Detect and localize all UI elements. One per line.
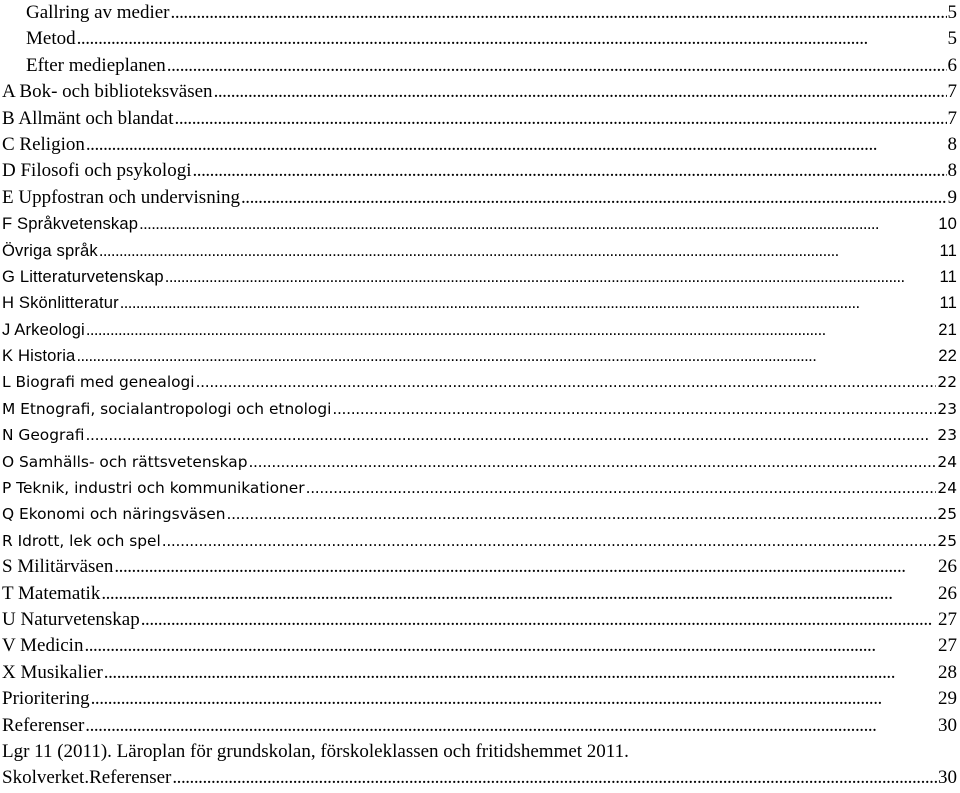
toc-entry[interactable] [2,369,957,395]
toc-entry-label: V Medicin [2,635,84,657]
toc-entry[interactable] [2,0,957,26]
toc-leader-dots [86,132,947,158]
toc-entry-page: 11 [939,266,957,286]
toc-entry[interactable] [2,422,957,448]
toc-entry[interactable] [2,79,957,105]
toc-entry-page: 26 [938,556,957,578]
toc-entry-label: D Filosofi och psykologi [2,160,192,182]
toc-entry-page: 11 [939,293,957,313]
toc-leader-dots [192,158,946,184]
toc-entry-page: 23 [937,399,957,418]
table-of-contents [2,0,957,792]
toc-entry[interactable] [2,713,957,739]
toc-entry[interactable] [2,686,957,712]
toc-entry[interactable] [2,264,957,290]
toc-entry-label: P Teknik, industri och kommunikationer [2,479,305,498]
toc-leader-dots [165,264,939,290]
toc-entry-label: N Geografi [2,426,85,445]
toc-entry-page: 5 [947,2,957,23]
toc-leader-dots [141,607,937,633]
toc-entry-label: Gallring av medier [26,2,170,23]
toc-leader-dots [76,343,937,369]
toc-entry-label: G Litteraturvetenskap [2,266,164,286]
toc-leader-dots [77,26,947,52]
toc-entry-page: 25 [937,505,957,524]
toc-entry-page: 6 [947,54,957,76]
toc-entry-label: Q Ekonomi och näringsväsen [2,505,226,524]
toc-leader-dots [196,369,937,395]
toc-entry-page: 27 [938,608,957,630]
toc-entry-page: 11 [939,240,957,260]
toc-entry-label: Övriga språk [2,240,98,260]
toc-entry-page: 8 [947,133,957,155]
toc-entry-label: U Naturvetenskap [2,608,140,630]
toc-entry-label: S Militärväsen [2,556,114,578]
toc-entry[interactable] [2,290,957,316]
toc-entry-page: 7 [947,81,957,103]
toc-entry-label: H Skönlitteratur [2,293,119,313]
toc-entry[interactable] [2,765,957,791]
toc-entry-page: 23 [937,426,957,445]
toc-entry[interactable] [2,26,957,52]
toc-entry-page: 24 [937,479,957,498]
toc-leader-dots [86,317,937,343]
toc-entry[interactable] [2,528,957,554]
toc-entry-label: Skolverket.Referenser [2,767,172,789]
toc-entry[interactable] [2,343,957,369]
toc-entry[interactable] [2,132,957,158]
toc-entry[interactable] [2,607,957,633]
toc-entry-label: Referenser [2,714,85,736]
toc-entry-page: 29 [938,688,957,710]
toc-entry-label: X Musikalier [2,661,103,683]
toc-entry[interactable] [2,317,957,343]
toc-entry-page: 5 [947,28,957,50]
toc-entry-page: 25 [937,531,957,550]
toc-entry[interactable] [2,554,957,580]
toc-entry-label: O Samhälls- och rättsvetenskap [2,452,248,471]
toc-entry-page: 22 [937,373,957,392]
toc-entry-page: 8 [947,160,957,182]
toc-entry-label: B Allmänt och blandat [2,107,174,129]
toc-entry[interactable] [2,501,957,527]
toc-leader-dots [139,211,937,237]
toc-entry-label: E Uppfostran och undervisning [2,186,240,208]
toc-entry-page: 28 [938,661,957,683]
toc-leader-dots [214,79,947,105]
toc-leader-dots [241,185,947,211]
toc-entry-label: Metod [26,28,76,50]
toc-leader-dots [84,633,937,659]
toc-entry-label: C Religion [2,133,85,155]
toc-leader-dots [248,449,936,475]
toc-entry-label: F Språkvetenskap [2,214,139,234]
toc-leader-dots [91,686,937,712]
toc-leader-dots [101,581,937,607]
toc-entry[interactable] [2,238,957,264]
toc-entry-label: L Biografi med genealogi [2,373,195,392]
toc-entry-page: 27 [938,635,957,657]
toc-leader-dots [120,290,939,316]
toc-entry-label: A Bok- och biblioteksväsen [2,81,213,103]
toc-entry[interactable] [2,185,957,211]
toc-entry-page: 22 [938,346,957,366]
toc-entry-page: 24 [937,452,957,471]
toc-entry[interactable] [2,475,957,501]
toc-entry[interactable] [2,581,957,607]
toc-entry-label: Prioritering [2,688,90,710]
toc-entry-label: R Idrott, lek och spel [2,531,161,550]
toc-entry[interactable] [2,158,957,184]
toc-entry-label: Efter medieplanen [26,54,166,76]
toc-leader-dots [167,53,947,79]
toc-entry-page: 10 [938,214,957,234]
toc-entry-page: 21 [938,319,957,339]
toc-leader-dots [306,475,937,501]
toc-entry[interactable] [2,449,957,475]
toc-leader-dots [226,501,936,527]
toc-entry[interactable] [2,633,957,659]
toc-entry-label: T Matematik [2,582,101,604]
toc-leader-dots [332,396,936,422]
toc-leader-dots [114,554,937,580]
toc-entry[interactable] [2,106,957,132]
toc-entry-label: M Etnografi, socialantropologi och etnologi [2,399,332,418]
toc-entry[interactable] [2,53,957,79]
toc-leader-dots [172,765,937,791]
toc-entry-page: 26 [938,582,957,604]
toc-entry[interactable] [2,396,957,422]
toc-entries [2,0,957,739]
toc-entry[interactable] [2,211,957,237]
toc-leader-dots [99,238,939,264]
toc-entry[interactable] [2,660,957,686]
toc-leader-dots [171,0,947,26]
toc-leader-dots [162,528,937,554]
reference-line: Lgr 11 (2011). Läroplan för grundskolan, förskoleklassen och fritidshemmet 2011. [2,740,629,762]
toc-leader-dots [85,422,936,448]
toc-entry-page: 30 [938,714,957,736]
toc-entry-page: 7 [947,107,957,129]
toc-entry-label: J Arkeologi [2,319,85,339]
toc-entry-label: K Historia [2,346,76,366]
toc-leader-dots [85,713,937,739]
toc-entry-page: 30 [938,767,957,789]
toc-leader-dots [104,660,937,686]
toc-entry-page: 9 [947,186,957,208]
toc-leader-dots [175,106,947,132]
